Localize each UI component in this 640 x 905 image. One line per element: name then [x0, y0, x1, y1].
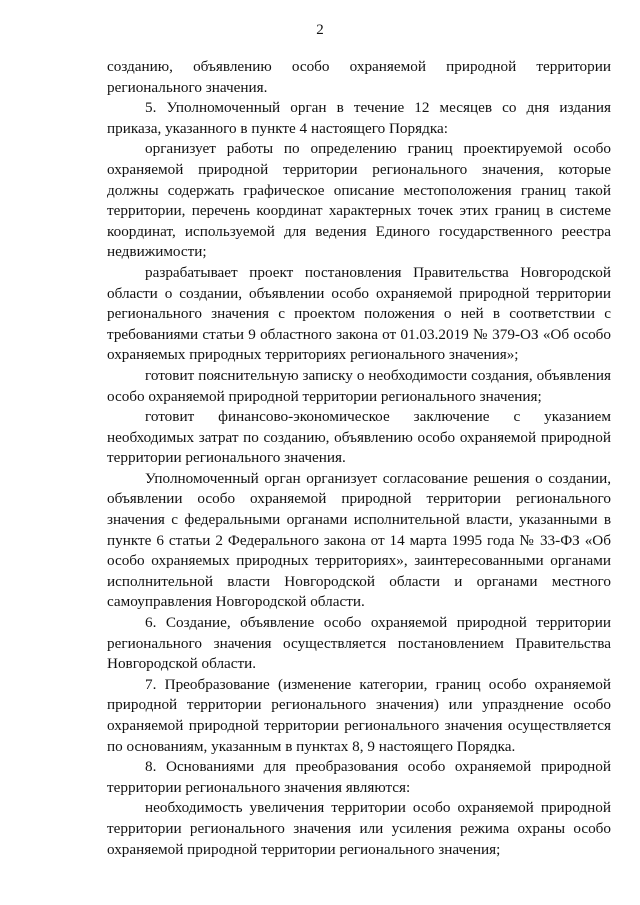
paragraph-item-6: 6. Создание, объявление особо охраняемой природной территории регионального значения осуществляется постановлением Правительства Новгородской области.: [107, 614, 611, 673]
paragraph-grounds-increase: необходимость увеличения территории особо охраняемой природной территории регионального значения или усиления режима охраны особо охраняемой природной территории регионального значения;: [107, 799, 611, 858]
paragraph-approval: Уполномоченный орган организует согласование решения о создании, объявлении особо охраняемой природной территории регионального значения с федеральными органами исполнительной власти, указанными в пункте 6 статьи 2 Федерального закона от 14 марта 1995 года № 33-ФЗ «Об особо охраняемых природных территориях», заинтересованными органами исполнительной власти Новгородской области и органами местного самоуправления Новгородской области.: [107, 469, 611, 611]
paragraph-item-8: 8. Основаниями для преобразования особо охраняемой природной территории регионального значения являются:: [107, 758, 611, 796]
page-number: 2: [316, 22, 324, 38]
paragraph-continuation: созданию, объявлению особо охраняемой природной территории регионального значения.: [107, 58, 611, 96]
paragraph-item-7: 7. Преобразование (изменение категории, границ особо охраняемой природной территории регионального значения) или упразднение особо охраняемой природной территории регионального значения осуществляется по основаниям, указанным в пунктах 8, 9 настоящего Порядка.: [107, 675, 611, 755]
document-body: [107, 57, 611, 860]
paragraph-financial-conclusion: готовит финансово-экономическое заключение с указанием необходимых затрат по созданию, объявлению особо охраняемой природной территории регионального значения.: [107, 408, 611, 467]
paragraph-draft-resolution: разрабатывает проект постановления Правительства Новгородской области о создании, объявлении особо охраняемой природной территории регионального значения с проектом положения о ней в соответствии с требованиями статьи 9 областного закона от 01.03.2019 № 379-ОЗ «Об особо охраняемых природных территориях регионального значения»;: [107, 263, 611, 364]
paragraph-organize-works: организует работы по определению границ проектируемой особо охраняемой природной территории регионального значения, которые должны содержать графическое описание местоположения границ такой территории, перечень координат характерных точек этих границ в системе координат, используемой для ведения Единого государственного реестра недвижимости;: [107, 140, 611, 261]
paragraph-explanatory-note: готовит пояснительную записку о необходимости создания, объявления особо охраняемой природной территории регионального значения;: [107, 366, 611, 405]
paragraph-item-5: 5. Уполномоченный орган в течение 12 месяцев со дня издания приказа, указанного в пункте 4 настоящего Порядка:: [107, 99, 611, 137]
